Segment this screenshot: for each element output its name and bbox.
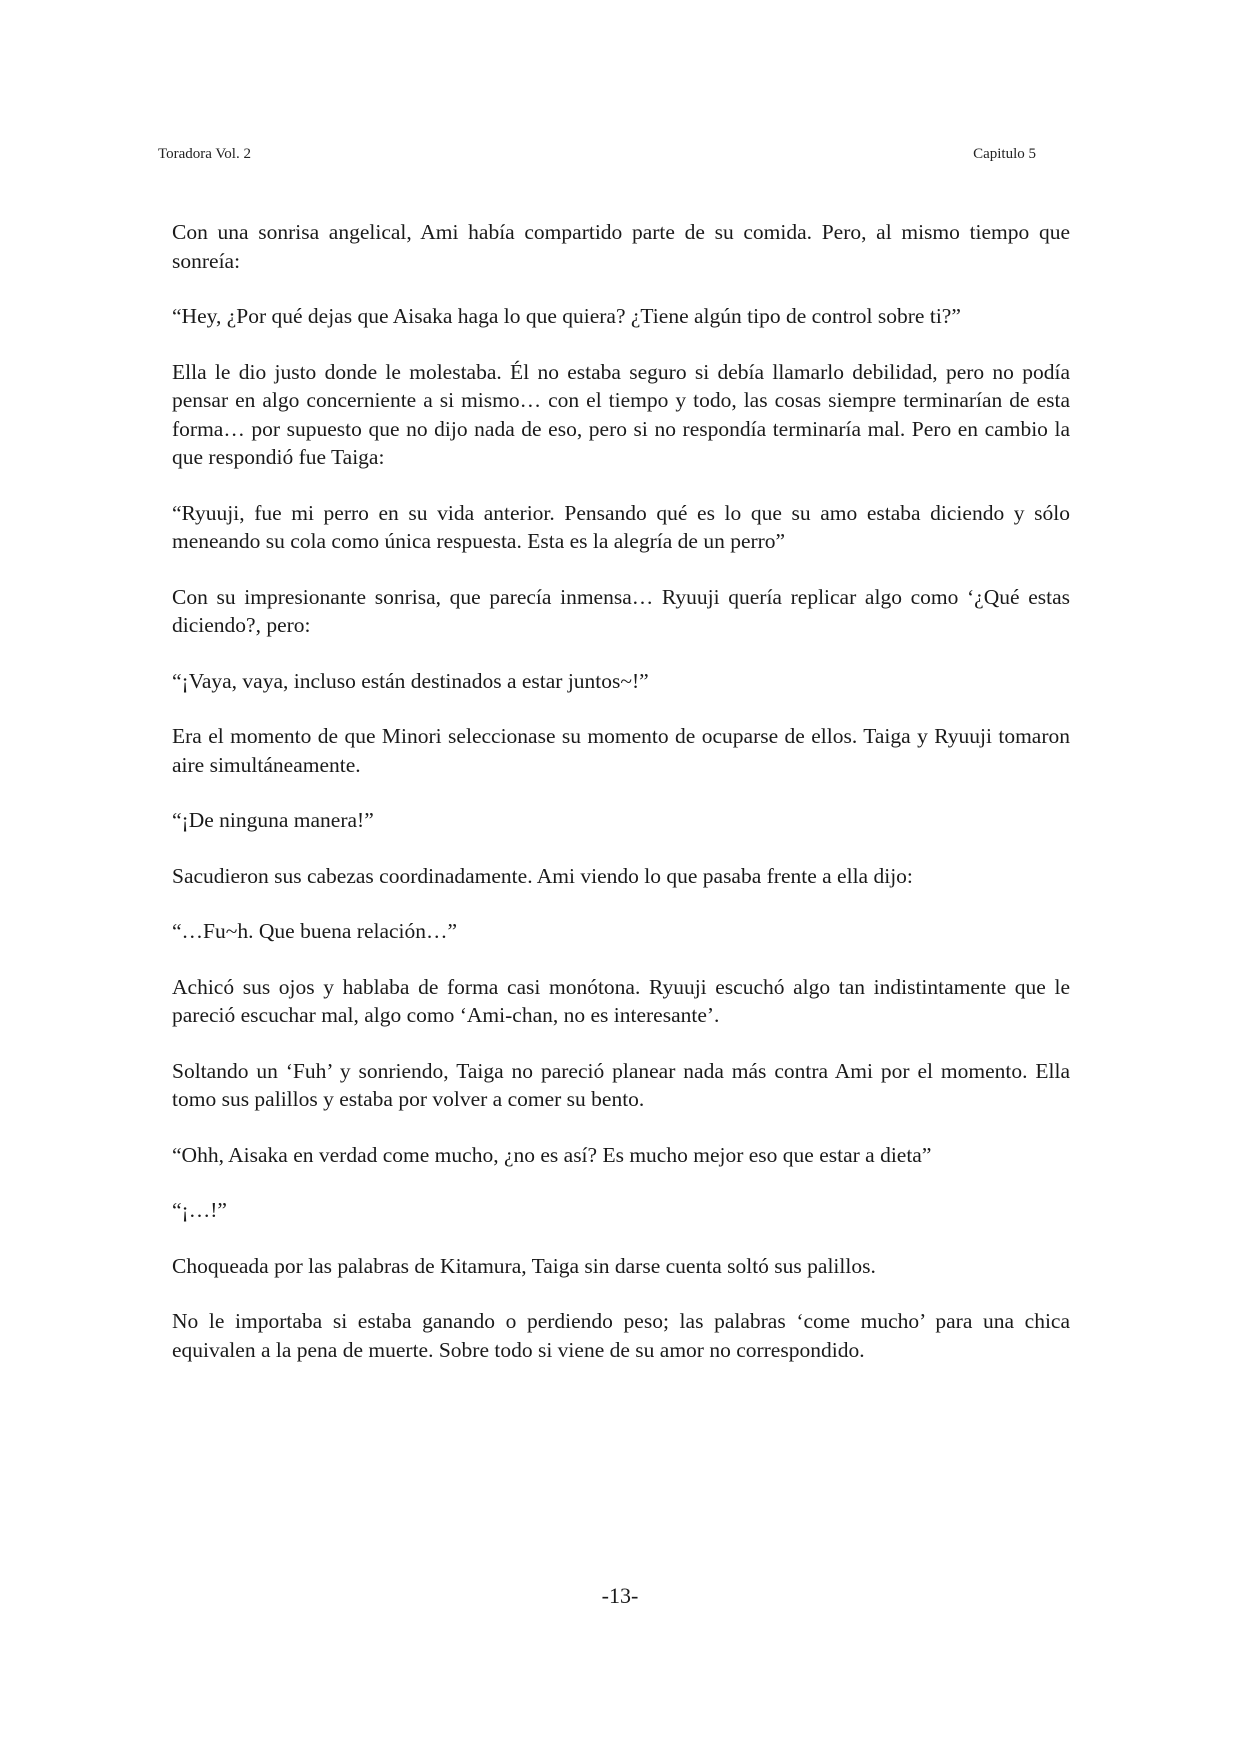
paragraph: “¡Vaya, vaya, incluso están destinados a estar juntos~!” — [172, 668, 649, 693]
paragraph: Choqueada por las palabras de Kitamura, Taiga sin darse cuenta soltó sus palillos. — [172, 1253, 876, 1278]
chapter-title: Capitulo 5 — [973, 146, 1036, 162]
paragraph: Soltando un ‘Fuh’ y sonriendo, Taiga no pareció planear nada más contra Ami por el momento. Ella tomo sus palillos y estaba por volver a comer su bento. — [172, 1058, 1070, 1111]
body-text — [172, 218, 1070, 1391]
book-title: Toradora Vol. 2 — [158, 146, 251, 162]
paragraph: Era el momento de que Minori seleccionase su momento de ocuparse de ellos. Taiga y Ryuuji tomaron aire simultáneamente. — [172, 724, 1070, 777]
paragraph: Con una sonrisa angelical, Ami había compartido parte de su comida. Pero, al mismo tiempo que sonreía: — [172, 220, 1070, 273]
paragraph: “…Fu~h. Que buena relación…” — [172, 919, 458, 943]
paragraph: No le importaba si estaba ganando o perdiendo peso; las palabras ‘come mucho’ para una chica equivalen a la pena de muerte. Sobre todo si viene de su amor no correspondido. — [172, 1309, 1070, 1362]
paragraph: “Hey, ¿Por qué dejas que Aisaka haga lo que quiera? ¿Tiene algún tipo de control sobre ti?” — [172, 304, 961, 328]
page-number: -13- — [601, 1583, 639, 1608]
paragraph: “Ohh, Aisaka en verdad come mucho, ¿no es así? Es mucho mejor eso que estar a dieta” — [172, 1142, 932, 1167]
paragraph: Ella le dio justo donde le molestaba. Él no estaba seguro si debía llamarlo debilidad, pero no podía pensar en algo concerniente a si mismo… con el tiempo y todo, las cosas siempre terminarían de esta forma… por supuesto que no dijo nada de eso, pero si no respondía terminaría mal. Pero en cambio la que respondió fue Taiga: — [172, 359, 1070, 469]
paragraph: “Ryuuji, fue mi perro en su vida anterior. Pensando qué es lo que su amo estaba diciendo y sólo meneando su cola como única respuesta. Esta es la alegría de un perro” — [172, 500, 1070, 553]
paragraph: Achicó sus ojos y hablaba de forma casi monótona. Ryuuji escuchó algo tan indistintamente que le pareció escuchar mal, algo como ‘Ami-chan, no es interesante’. — [172, 974, 1070, 1027]
paragraph: Sacudieron sus cabezas coordinadamente. Ami viendo lo que pasaba frente a ella dijo: — [172, 863, 913, 888]
paragraph: “¡…!” — [172, 1198, 227, 1222]
paragraph: Con su impresionante sonrisa, que parecía inmensa… Ryuuji quería replicar algo como ‘¿Qué estas diciendo?, pero: — [172, 584, 1070, 637]
paragraph: “¡De ninguna manera!” — [172, 808, 374, 832]
